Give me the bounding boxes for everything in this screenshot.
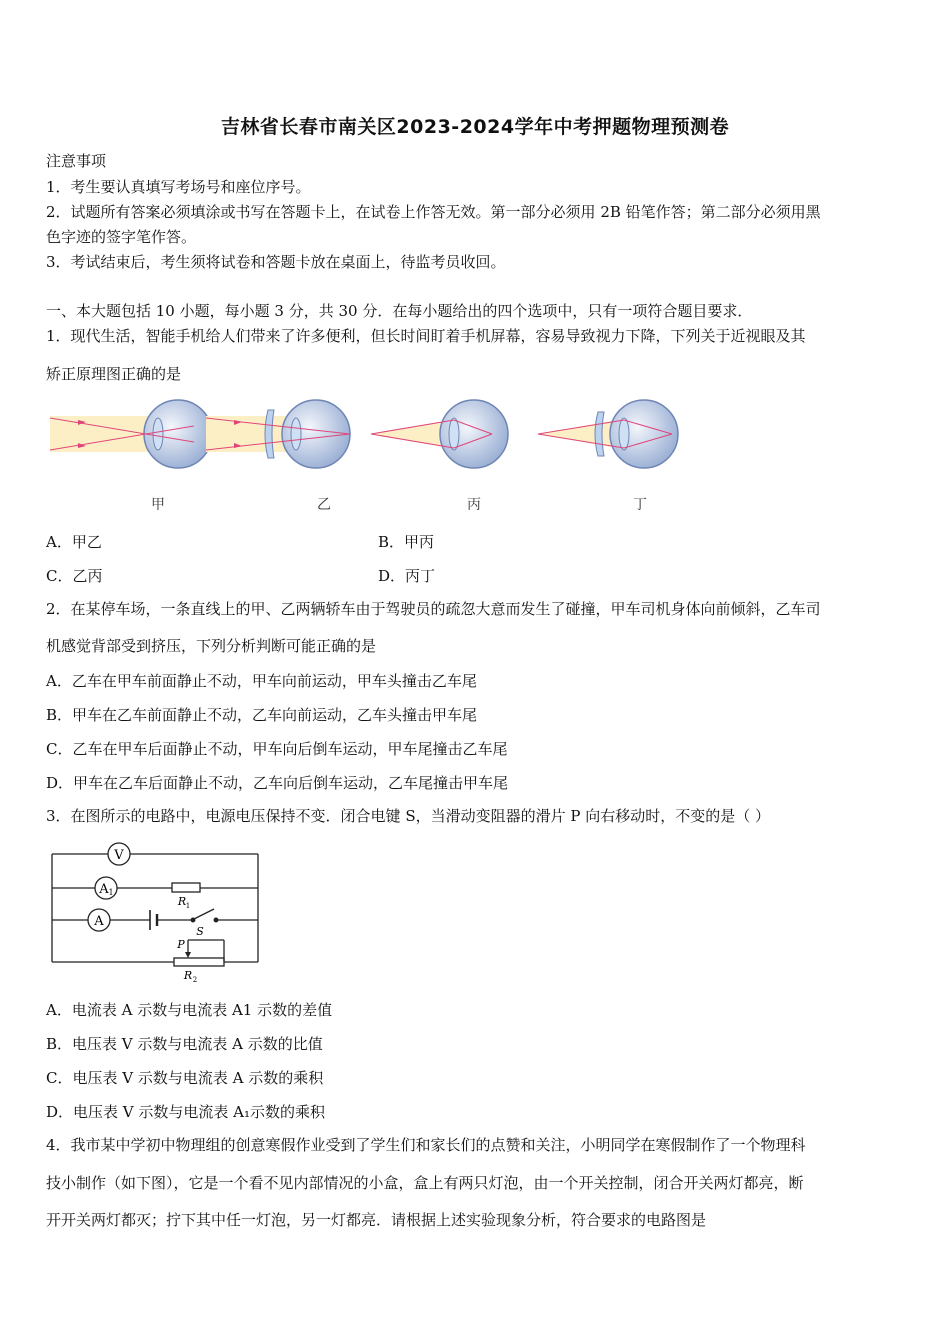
eye-label-yi: 乙 bbox=[317, 497, 331, 513]
voltmeter-symbol: V bbox=[114, 848, 124, 863]
page-title: 吉林省长春市南关区2023-2024学年中考押题物理预测卷 bbox=[220, 116, 730, 138]
eye-label-ding: 丁 bbox=[633, 497, 647, 513]
eye-label-jia: 甲 bbox=[151, 497, 165, 513]
slider-p-label: P bbox=[177, 938, 185, 951]
rheostat-r2-label: R bbox=[183, 969, 193, 982]
q2-option-b: B．甲车在乙车前面静止不动，乙车向前运动，乙车头撞击甲车尾 bbox=[46, 706, 478, 724]
switch-s-label: S bbox=[196, 925, 204, 938]
eye-diagram-ding bbox=[538, 400, 678, 468]
q3-option-b: B．电压表 V 示数与电流表 A 示数的比值 bbox=[46, 1035, 323, 1053]
resistor-r1-label: R bbox=[177, 895, 187, 908]
circuit-diagram bbox=[46, 838, 271, 988]
eye-diagram-bing bbox=[371, 400, 508, 468]
q2-option-a: A．乙车在甲车前面静止不动，甲车向前运动，甲车头撞击乙车尾 bbox=[46, 672, 477, 690]
notice-item-2a: 2．试题所有答案必须填涂或书写在答题卡上，在试卷上作答无效。第一部分必须用 2B 铅笔作答；第二部分必须用黑 bbox=[46, 203, 821, 221]
q2-stem-line2: 机感觉背部受到挤压，下列分析判断可能正确的是 bbox=[46, 637, 377, 655]
rheostat-r2-subscript: 2 bbox=[192, 976, 198, 984]
notice-heading: 注意事项 bbox=[46, 152, 107, 170]
notice-item-3: 3．考试结束后，考生须将试卷和答题卡放在桌面上，待监考员收回。 bbox=[46, 253, 506, 271]
q1-option-d: D．丙丁 bbox=[378, 567, 436, 585]
notice-item-1: 1．考生要认真填写考场号和座位序号。 bbox=[46, 178, 311, 196]
q4-stem-line3: 开开关两灯都灭；拧下其中任一灯泡，另一灯都亮．请根据上述实验现象分析，符合要求的电路图是 bbox=[46, 1211, 707, 1229]
eye-diagrams-figure bbox=[46, 392, 696, 487]
section-heading: 一、本大题包括 10 小题，每小题 3 分，共 30 分．在每小题给出的四个选项中，只有一项符合题目要求． bbox=[46, 302, 753, 320]
notice-item-2b: 色字迹的签字笔作答。 bbox=[46, 228, 197, 246]
q2-option-d: D．甲车在乙车后面静止不动，乙车向后倒车运动，乙车尾撞击甲车尾 bbox=[46, 774, 509, 792]
q3-option-d: D．电压表 V 示数与电流表 A₁示数的乘积 bbox=[46, 1103, 326, 1121]
q3-stem: 3．在图所示的电路中，电源电压保持不变．闭合电键 S，当滑动变阻器的滑片 P 向右移动时，不变的是（ ） bbox=[46, 807, 770, 825]
q4-stem-line1: 4．我市某中学初中物理组的创意寒假作业受到了学生们和家长们的点赞和关注，小明同学在寒假制作了一个物理科 bbox=[46, 1136, 806, 1154]
q1-option-c: C．乙丙 bbox=[46, 567, 103, 585]
q3-option-c: C．电压表 V 示数与电流表 A 示数的乘积 bbox=[46, 1069, 324, 1087]
q2-option-c: C．乙车在甲车后面静止不动，甲车向后倒车运动，甲车尾撞击乙车尾 bbox=[46, 740, 508, 758]
q1-stem-line2: 矫正原理图正确的是 bbox=[46, 365, 182, 383]
q1-option-b: B．甲丙 bbox=[378, 533, 435, 551]
ammeter-a-symbol: A bbox=[94, 914, 104, 929]
resistor-r1-subscript: 1 bbox=[185, 902, 191, 910]
eye-diagram-jia bbox=[50, 400, 212, 468]
q1-stem-line1: 1．现代生活，智能手机给人们带来了许多便利，但长时间盯着手机屏幕，容易导致视力下降，下列关于近视眼及其 bbox=[46, 327, 806, 345]
q4-stem-line2: 技小制作（如下图），它是一个看不见内部情况的小盒，盒上有两只灯泡，由一个开关控制，闭合开关两灯都亮，断 bbox=[46, 1174, 804, 1192]
eye-diagram-yi bbox=[206, 400, 350, 468]
q2-stem-line1: 2．在某停车场，一条直线上的甲、乙两辆轿车由于驾驶员的疏忽大意而发生了碰撞，甲车司机身体向前倾斜，乙车司 bbox=[46, 600, 821, 618]
q3-option-a: A．电流表 A 示数与电流表 A1 示数的差值 bbox=[46, 1001, 333, 1019]
ammeter-a1-subscript: 1 bbox=[108, 888, 114, 897]
q1-option-a: A．甲乙 bbox=[46, 533, 102, 551]
eye-label-bing: 丙 bbox=[467, 497, 481, 513]
ammeter-a1-symbol: A bbox=[99, 882, 109, 897]
